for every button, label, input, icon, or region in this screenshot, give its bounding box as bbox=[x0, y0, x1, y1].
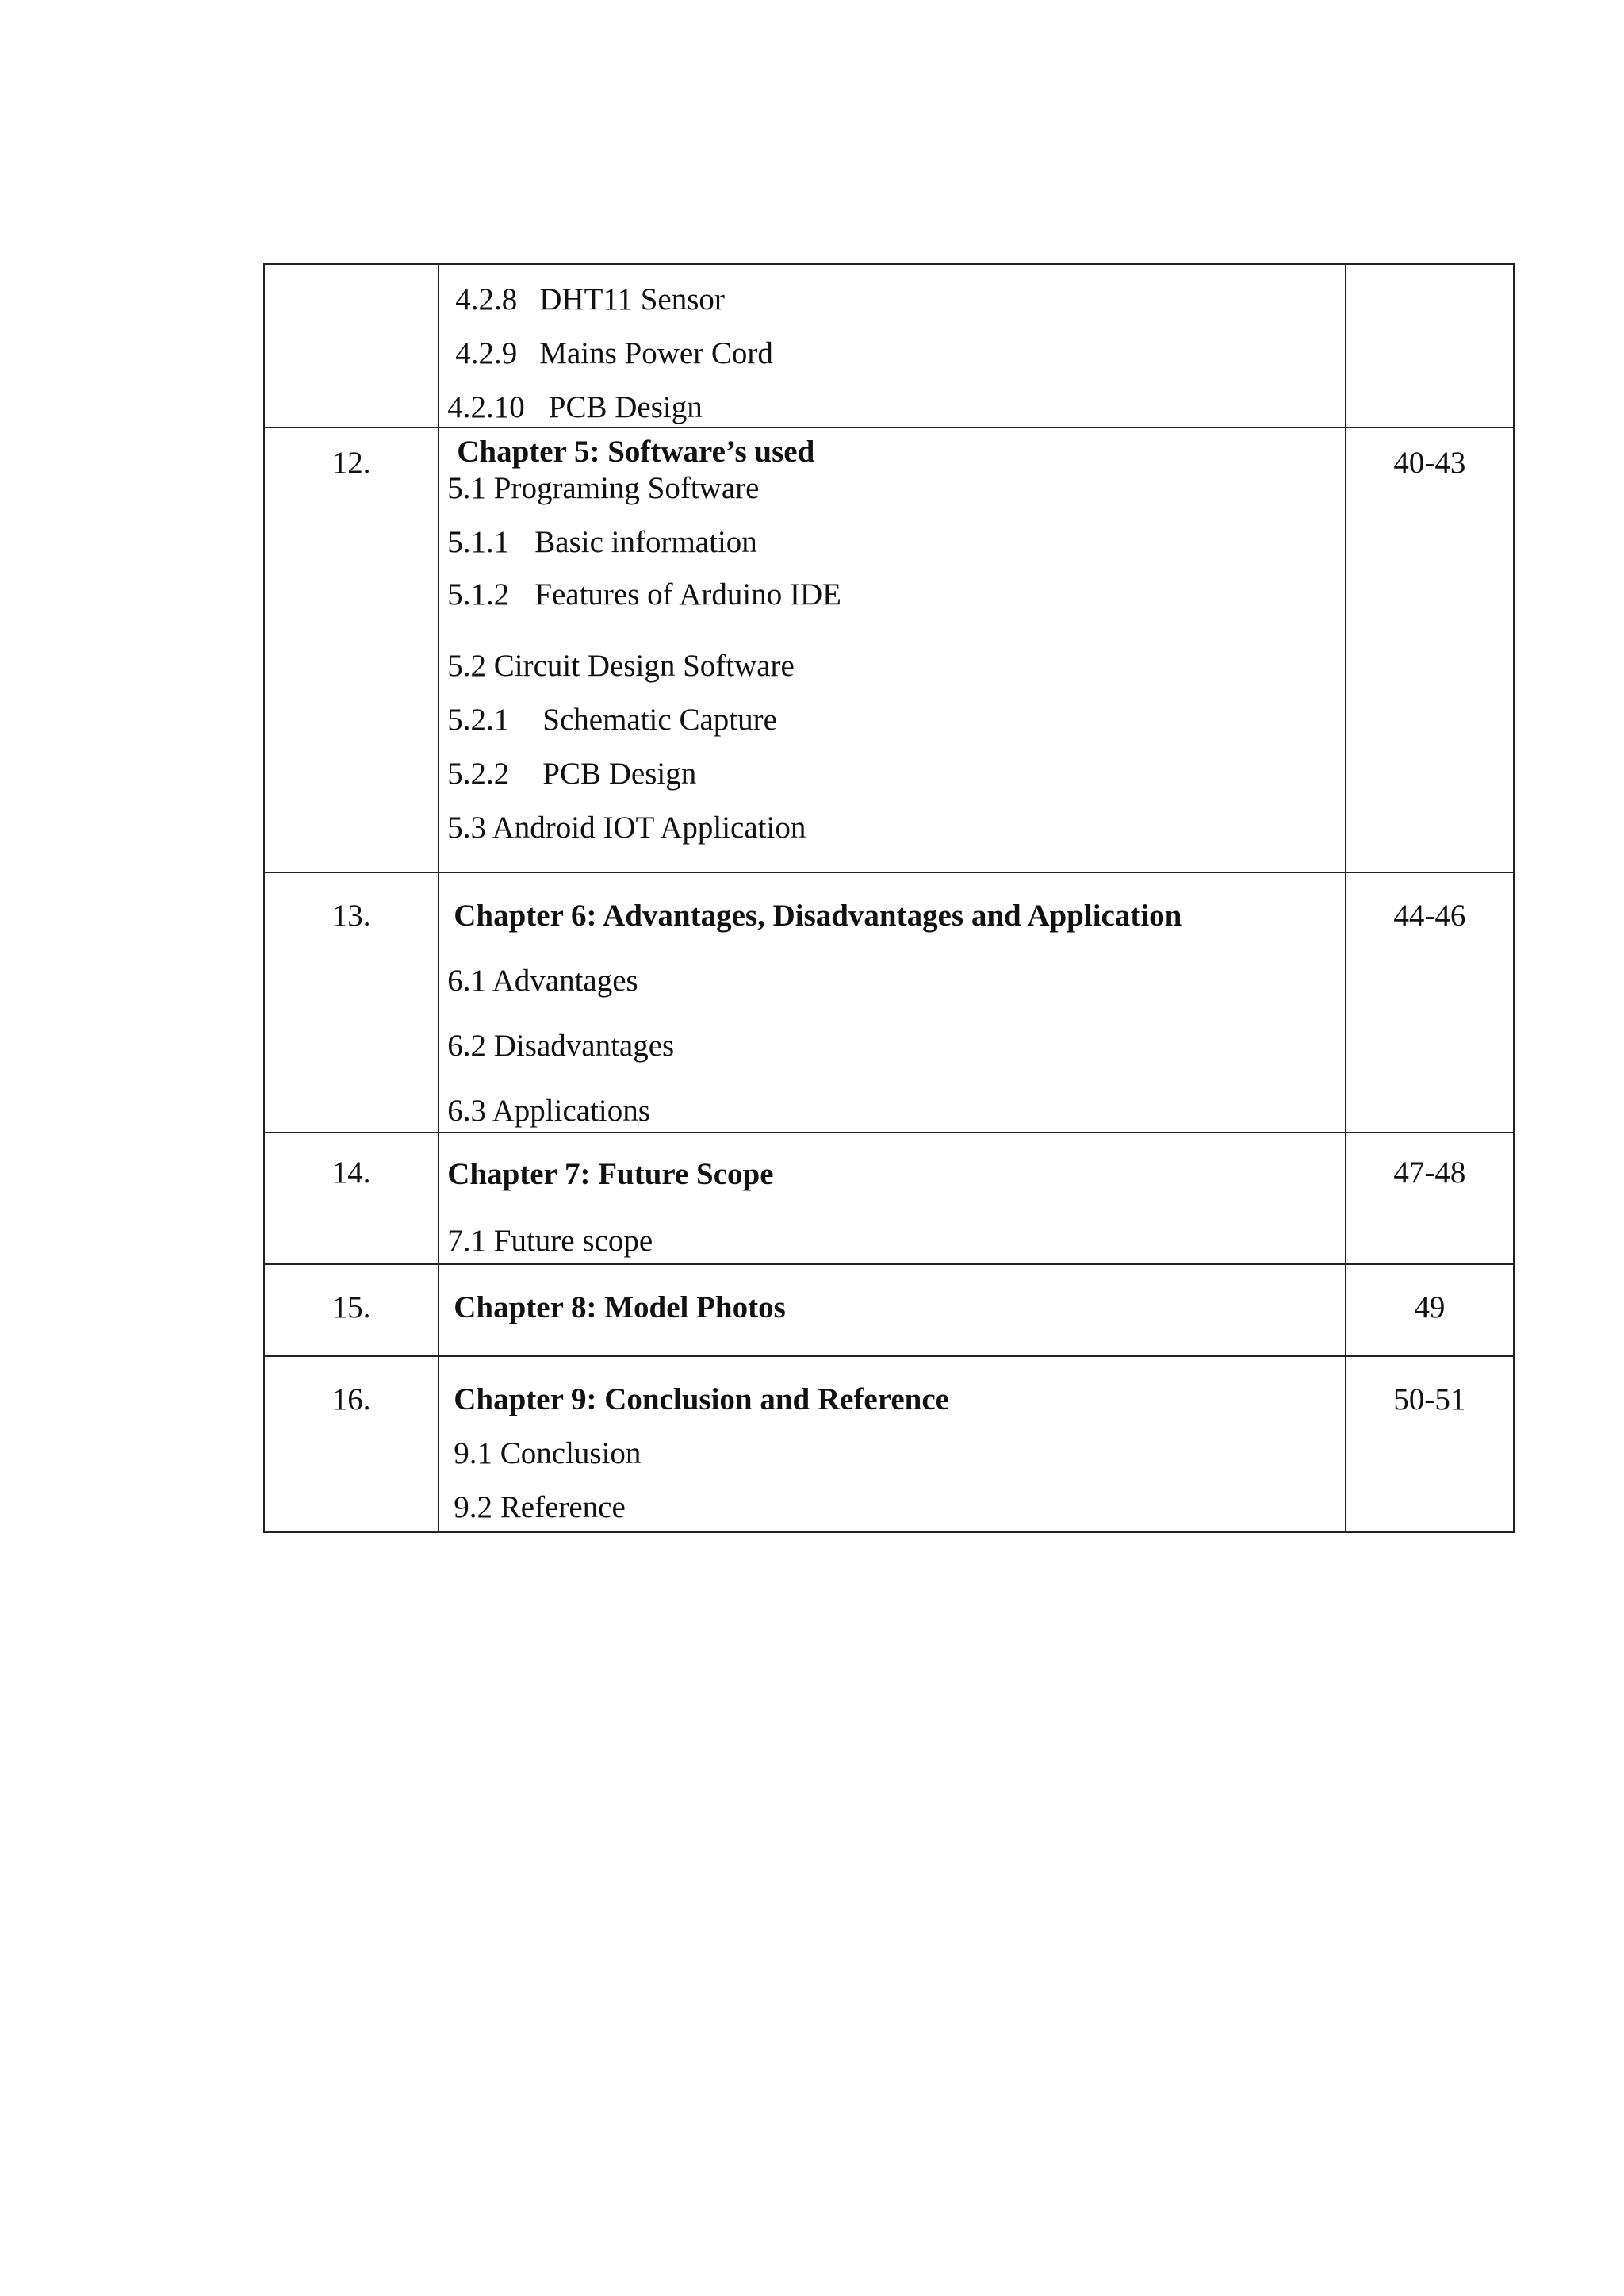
serial-number: 12. bbox=[331, 446, 371, 480]
toc-entry: 5.2 Circuit Design Software bbox=[447, 649, 795, 683]
toc-row bbox=[264, 1356, 1514, 1532]
entry-text: DHT11 Sensor bbox=[539, 282, 725, 316]
entry-code: 5.2.1 bbox=[447, 703, 510, 737]
entry-text: Mains Power Cord bbox=[539, 336, 773, 370]
toc-row bbox=[264, 264, 1514, 427]
serial-number-cell bbox=[264, 1356, 439, 1532]
chapter-heading: Chapter 7: Future Scope bbox=[447, 1157, 774, 1191]
toc-entry: 5.1 Programing Software bbox=[447, 471, 760, 505]
toc-entry bbox=[447, 523, 757, 562]
toc-entry: 5.3 Android IOT Application bbox=[447, 811, 806, 845]
entry-code: 4.2.9 bbox=[455, 336, 518, 370]
serial-number-cell bbox=[264, 264, 439, 427]
table-of-contents bbox=[263, 263, 1515, 1533]
toc-entry bbox=[447, 576, 841, 614]
serial-number-cell bbox=[264, 1264, 439, 1356]
chapter-heading: Chapter 9: Conclusion and Reference bbox=[454, 1382, 949, 1416]
page-range-cell bbox=[1346, 1264, 1514, 1356]
toc-entry bbox=[455, 335, 773, 373]
toc-row bbox=[264, 427, 1514, 872]
entry-code: 5.2.2 bbox=[447, 757, 510, 791]
entry-text: Features of Arduino IDE bbox=[534, 577, 841, 611]
page-range-cell bbox=[1346, 427, 1514, 872]
serial-number: 15. bbox=[331, 1290, 371, 1324]
serial-number: 13. bbox=[331, 899, 371, 933]
toc-entry: 6.2 Disadvantages bbox=[447, 1029, 675, 1063]
toc-entry bbox=[455, 281, 725, 319]
serial-number: 14. bbox=[331, 1156, 371, 1190]
chapter-heading: Chapter 5: Software’s used bbox=[457, 435, 815, 469]
page-range: 40-43 bbox=[1393, 446, 1466, 480]
entry-code: 4.2.8 bbox=[455, 282, 518, 316]
page-range: 49 bbox=[1414, 1290, 1446, 1324]
entry-text: Schematic Capture bbox=[542, 703, 777, 737]
page-range-cell bbox=[1346, 1356, 1514, 1532]
contents-cell bbox=[439, 264, 1345, 427]
toc-entry bbox=[447, 701, 777, 739]
contents-cell bbox=[439, 872, 1345, 1133]
contents-cell bbox=[439, 1133, 1345, 1264]
contents-cell bbox=[439, 427, 1345, 872]
serial-number: 16. bbox=[331, 1382, 371, 1416]
contents-cell bbox=[439, 1356, 1345, 1532]
toc-entry bbox=[447, 389, 702, 427]
toc-row bbox=[264, 1264, 1514, 1356]
serial-number-cell bbox=[264, 427, 439, 872]
page-range: 47-48 bbox=[1393, 1156, 1466, 1190]
toc-row bbox=[264, 872, 1514, 1133]
toc-row bbox=[264, 1133, 1514, 1264]
entry-code: 4.2.10 bbox=[447, 390, 525, 424]
page-range-cell bbox=[1346, 1133, 1514, 1264]
contents-cell bbox=[439, 1264, 1345, 1356]
chapter-heading: Chapter 8: Model Photos bbox=[454, 1290, 786, 1324]
serial-number-cell bbox=[264, 872, 439, 1133]
page-range: 44-46 bbox=[1393, 899, 1466, 933]
toc-entry: 7.1 Future scope bbox=[447, 1224, 653, 1258]
page-range: 50-51 bbox=[1393, 1382, 1466, 1416]
entry-code: 5.1.1 bbox=[447, 525, 510, 559]
toc-entry: 6.1 Advantages bbox=[447, 964, 638, 998]
chapter-heading: Chapter 6: Advantages, Disadvantages and Application bbox=[454, 899, 1182, 933]
entry-text: PCB Design bbox=[548, 390, 703, 424]
entry-text: Basic information bbox=[534, 525, 757, 559]
page-range-cell bbox=[1346, 264, 1514, 427]
toc-entry: 9.1 Conclusion bbox=[454, 1436, 642, 1470]
serial-number-cell bbox=[264, 1133, 439, 1264]
entry-text: PCB Design bbox=[542, 757, 697, 791]
toc-entry bbox=[447, 755, 696, 793]
page-range-cell bbox=[1346, 872, 1514, 1133]
entry-code: 5.1.2 bbox=[447, 577, 510, 611]
toc-entry: 6.3 Applications bbox=[447, 1094, 650, 1128]
toc-entry: 9.2 Reference bbox=[454, 1490, 626, 1524]
